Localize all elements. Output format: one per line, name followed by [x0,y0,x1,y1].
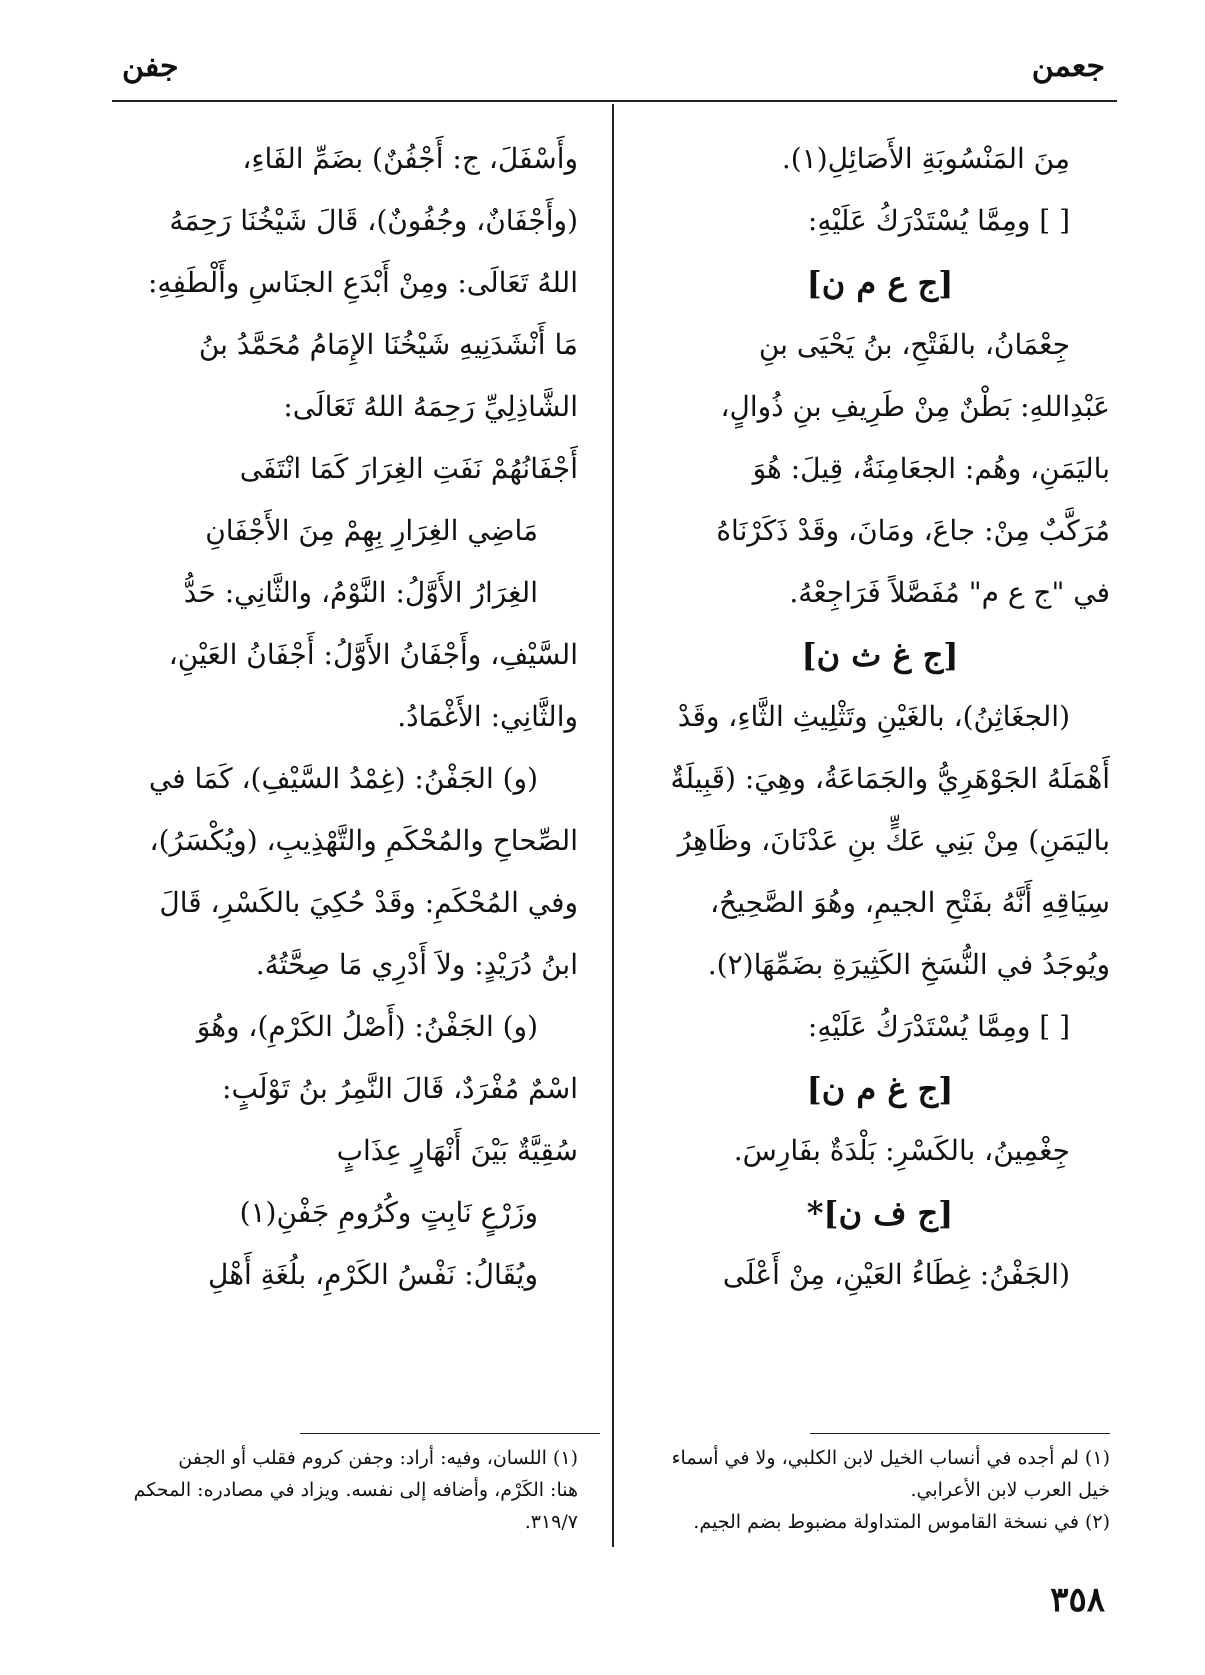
text-line: (الجَفْنُ: غِطَاءُ العَيْنِ، مِنْ أَعْلَى [722,1258,1070,1291]
text-line: اللهُ تَعَالَى: ومِنْ أَبْدَعِ الجنَاسِ وأَلْطَفِهِ: [148,266,578,299]
footnotes-left [118,1442,578,1538]
text-line: والثَّانِي: الأَغْمَادُ. [397,700,578,733]
text-line: [ ] ومِمَّا يُسْتَدْرَكُ عَلَيْهِ: [807,204,1070,237]
text-line: الشَّاذِلِيِّ رَحِمَهُ اللهُ تَعَالَى: [283,390,578,423]
text-line: جِعْمَانُ، بالفَتْحِ، بنُ يَحْيَى بنِ [758,328,1070,361]
text-line: ابنُ دُرَيْدٍ: ولاَ أَدْرِي مَا صِحَّتُهُ. [255,948,578,981]
text-line: [ ] ومِمَّا يُسْتَدْرَكُ عَلَيْهِ: [807,1010,1070,1043]
verse-line: مَاضِي الغِرَارِ بِهِمْ مِنَ الأَجْفَانِ [205,514,538,547]
text-line: (الجغَاثِنُ)، بالغَيْنِ وتَثْلِيثِ الثَّاءِ، وقَدْ [677,700,1070,733]
text-line: عَبْدِاللهِ: بَطْنٌ مِنْ طَرِيفِ بنِ ذُوالٍ، [720,390,1110,423]
text-line: وفي المُحْكَمِ: وقَدْ حُكِيَ بالكَسْرِ، قَالَ [159,886,578,919]
left-column [118,128,578,1306]
text-line: مِنَ المَنْسُوبَةِ الأَصَائِلِ(١). [781,142,1070,175]
entry-heading: [ج ف ن]* [806,1194,954,1232]
text-line: السَّيْفِ، وأَجْفَانُ الأَوَّلُ: أَجْفَانُ العَيْنِ، [168,638,578,671]
text-line: ويُوجَدُ في النُّسَخِ الكَثِيرَةِ بضَمِّهَا(٢). [707,948,1110,981]
right-column [650,128,1110,1306]
column-divider [612,104,614,1547]
footnote-line: ٣١٩/٧. [524,1511,578,1533]
footnote-line: (١) لم أجده في أنساب الخيل لابن الكلبي، ولا في أسماء [671,1447,1110,1469]
entry-heading: [ج غ ث ن] [801,636,959,674]
text-line: (و) الجَفْنُ: (أَصْلُ الكَرْمِ)، وهُوَ [196,1010,538,1043]
text-line: (وأَجْفَانٌ، وجُفُونٌ)، قَالَ شَيْخُنَا رَحِمَهُ [169,204,578,237]
text-line: (و) الجَفْنُ: (غِمْدُ السَّيْفِ)، كَمَا في [148,762,538,795]
footnote-line: (٢) في نسخة القاموس المتداولة مضبوط بضم الجيم. [693,1511,1110,1533]
footnotes-right [650,1442,1110,1538]
text-line: وأَسْفَلَ، ج: أَجْفُنٌ) بضَمِّ الفَاءِ، [242,142,578,175]
footnote-line: (١) اللسان، وفيه: أراد: وجفن كروم فقلب أو الجفن [178,1447,578,1469]
text-line: في "ج ع م" مُفَصَّلاً فَرَاجِعْهُ. [789,576,1110,609]
text-line: الغِرَارُ الأَوَّلُ: النَّوْمُ، والثَّانِي: حَدُّ [183,576,538,609]
text-line: باليَمَنِ) مِنْ بَنِي عَكٍّ بنِ عَدْنَانَ، وظَاهِرُ [677,824,1110,857]
running-header-right: جعمن [1031,49,1105,84]
entry-heading: [ج غ م ن] [806,1070,954,1108]
entry-heading: [ج ع م ن] [806,264,954,302]
verse-line: وزَرْعٍ نَابِتٍ وكُرُومِ جَفْنِ(١) [239,1196,538,1229]
text-line: باليَمَنِ، وهُم: الجعَامِنَةُ، قِيلَ: هُوَ [752,452,1110,485]
text-line: جِغْمِينُ، بالكَسْرِ: بَلْدَةٌ بفَارِسَ. [733,1134,1070,1167]
footnote-rule-right [810,1433,1110,1434]
footnote-line: خيل العرب لابن الأعرابي. [910,1479,1110,1501]
footnote-line: هنا: الكَرْم، وأضافه إلى نفسه. ويزاد في مصادره: المحكم [133,1479,578,1501]
page-number: ٣٥٨ [1050,1580,1105,1620]
text-line: سِيَاقِهِ أَنَّهُ بفَتْحِ الجيمِ، وهُوَ الصَّحِيحُ، [710,886,1110,919]
verse-line: أَجْفَانُهُمْ نَفَتِ الغِرَارَ كَمَا انْتَفَى [239,452,578,485]
text-line: مَا أَنْشَدَنِيهِ شَيْخُنَا الإِمَامُ مُحَمَّدُ بنُ [198,328,578,361]
text-line: أَهْمَلَهُ الجَوْهَرِيُّ والجَمَاعَةُ، وهِيَ: (قَبِيلَةٌ [670,762,1110,795]
text-line: مُرَكَّبٌ مِنْ: جاعَ، ومَانَ، وقَدْ ذَكَرْنَاهُ [716,514,1110,547]
text-line: اسْمٌ مُفْرَدٌ، قَالَ النَّمِرُ بنُ تَوْلَبٍ: [222,1072,578,1105]
text-line: ويُقَالُ: نَفْسُ الكَرْمِ، بلُغَةِ أَهْلِ [208,1258,538,1291]
verse-line: سُقِيَّةٌ بَيْنَ أَنْهَارٍ عِذَابٍ [336,1134,578,1167]
text-line: الصِّحاحِ والمُحْكَمِ والتَّهْذِيبِ، (ويُكْسَرُ)، [149,824,578,857]
header-rule [112,100,1117,102]
running-header-left: جفن [122,49,179,84]
footnote-rule-left [300,1433,600,1434]
